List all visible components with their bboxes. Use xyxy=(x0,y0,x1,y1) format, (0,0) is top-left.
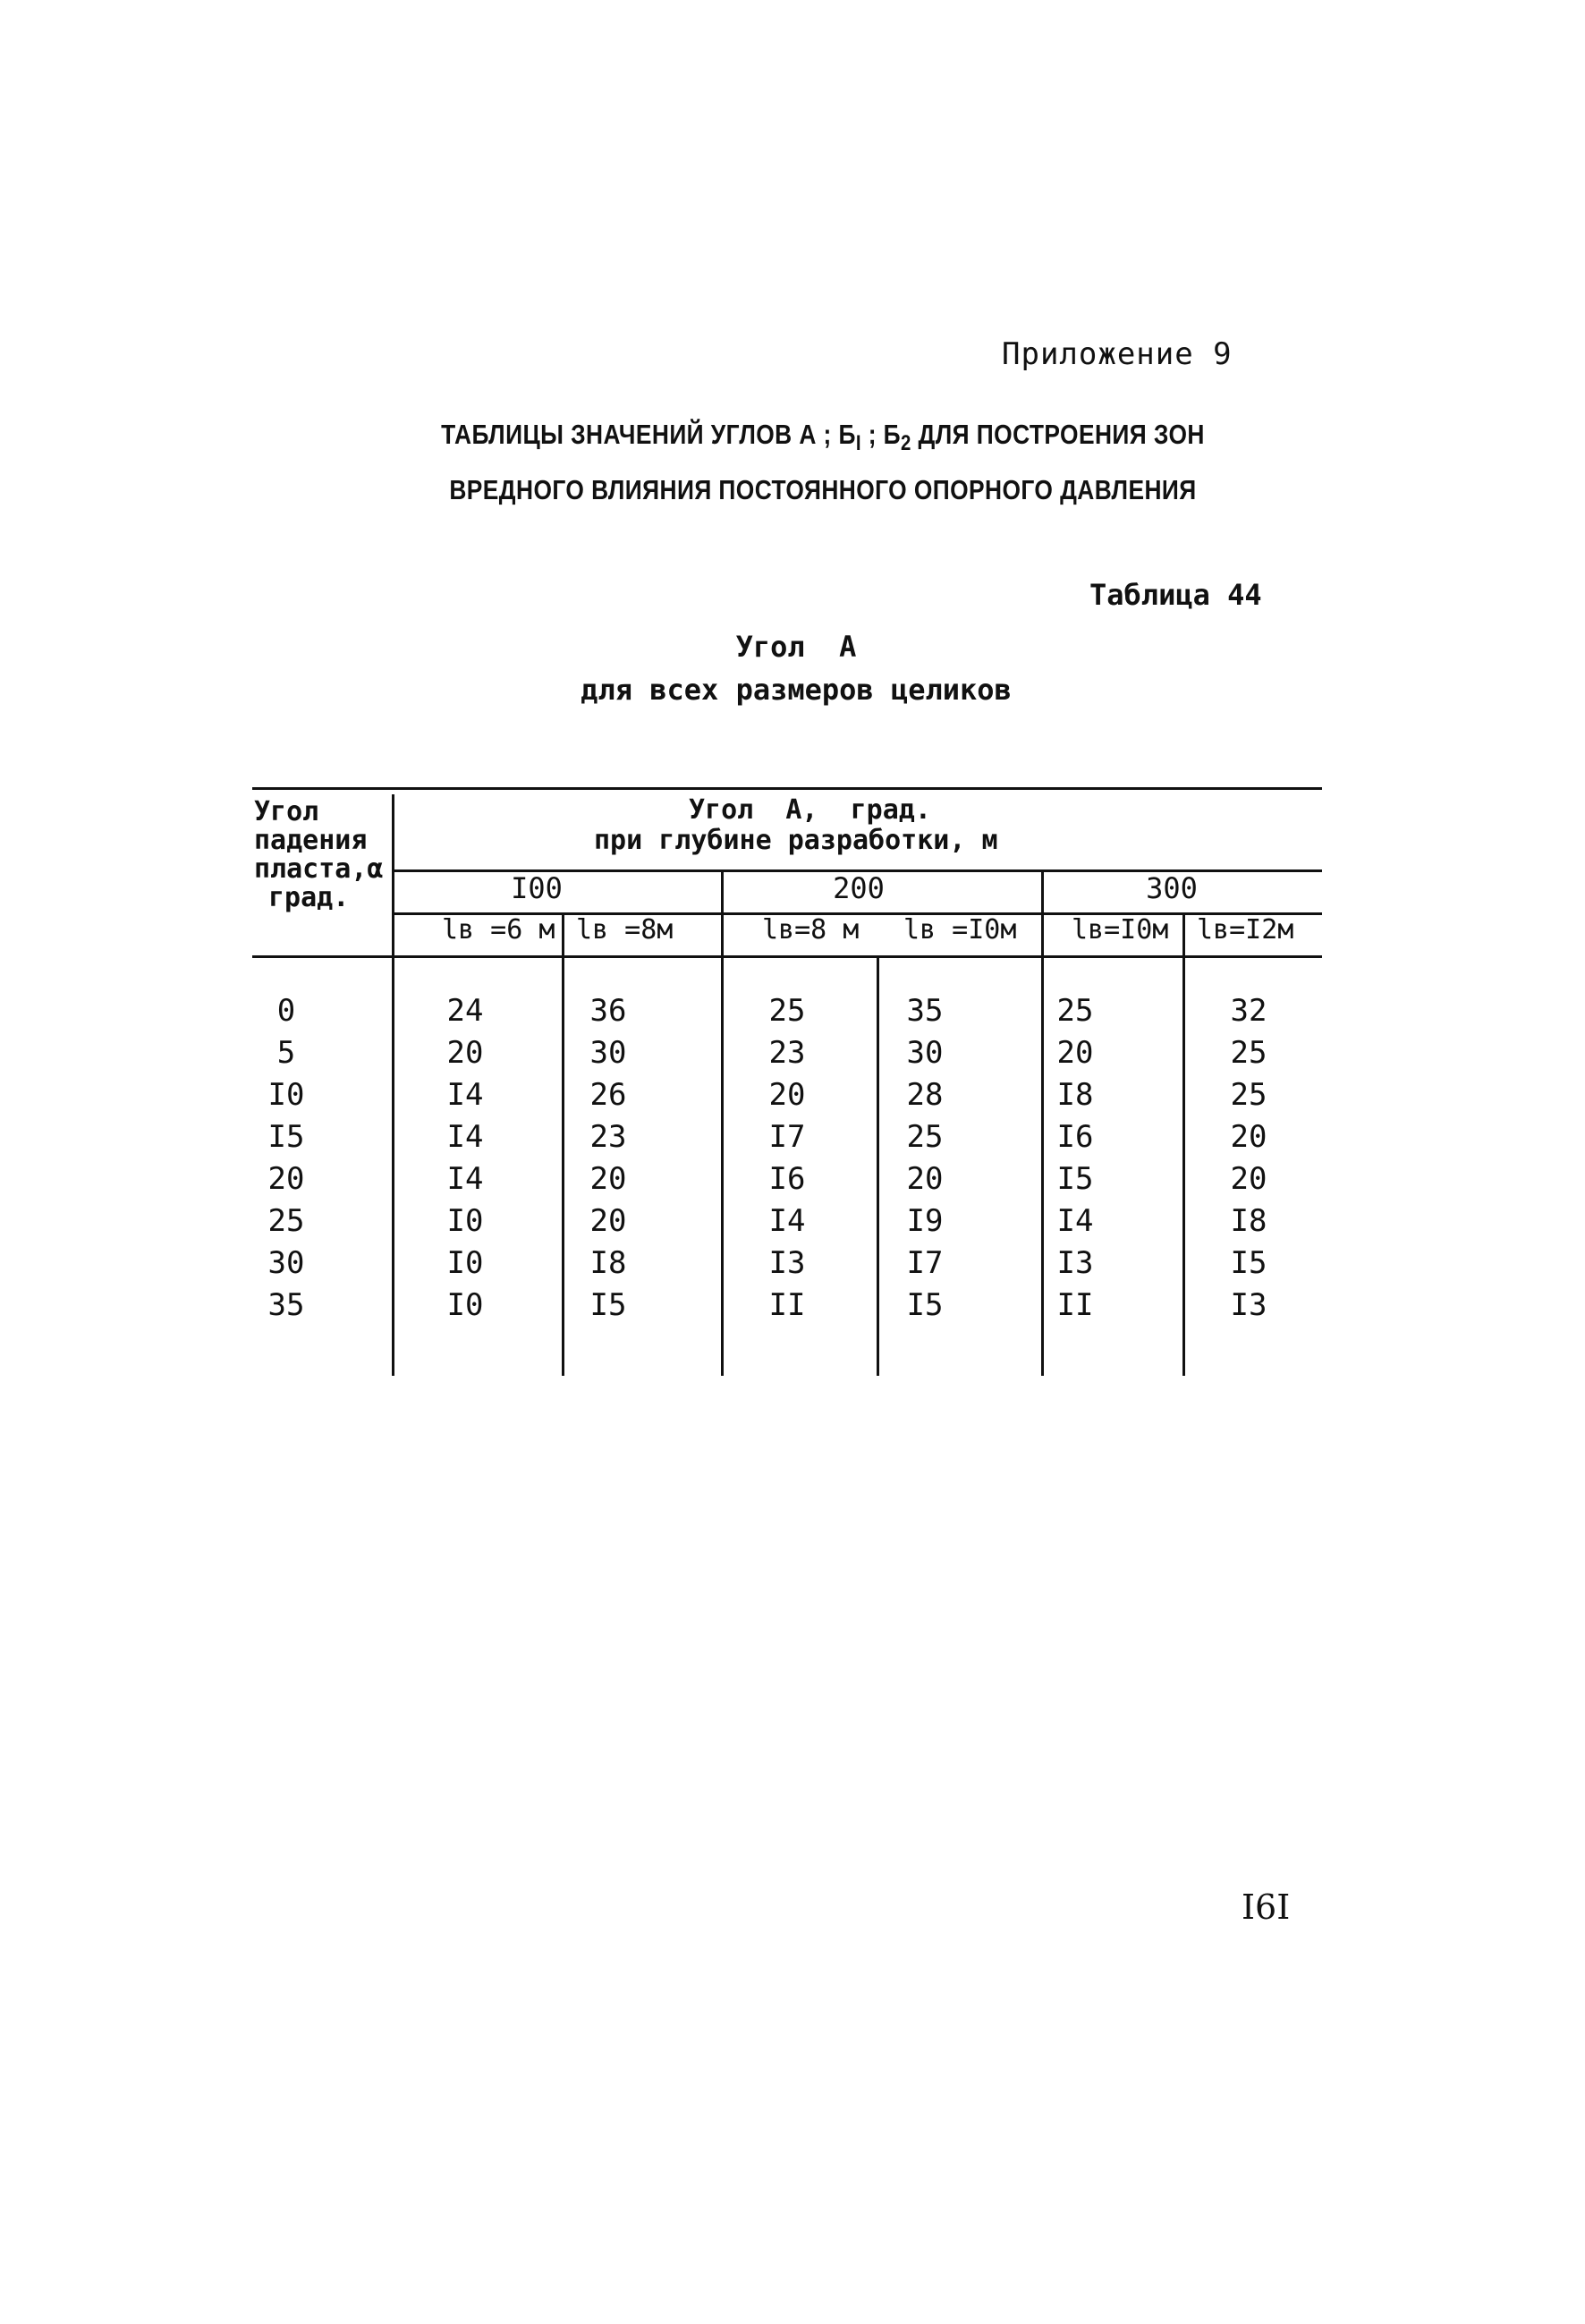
table-cell: I0 xyxy=(446,1245,484,1281)
table-cell: 35 xyxy=(906,993,944,1029)
param-col-1: lв =6 м xyxy=(442,914,555,946)
table-subtitle-2: для всех размеров целиков xyxy=(581,673,1012,707)
table-cell: I8 xyxy=(589,1245,627,1281)
table-cell: I3 xyxy=(1230,1287,1267,1323)
table-cell: I5 xyxy=(589,1287,627,1323)
param-col-2: lв =8м xyxy=(576,914,674,946)
table-cell: 20 xyxy=(589,1203,627,1239)
table-cell: 20 xyxy=(906,1161,944,1197)
first-col-header-2: падения xyxy=(254,825,368,856)
depth-100: I00 xyxy=(511,871,563,905)
table-cell: I6 xyxy=(1056,1119,1094,1155)
first-col-header-4: град. xyxy=(268,882,350,913)
table-cell: 32 xyxy=(1230,993,1267,1029)
first-col-divider xyxy=(392,794,394,1376)
table-cell: I8 xyxy=(1056,1077,1094,1113)
depth-divider-1 xyxy=(721,871,724,1376)
row-angle: 5 xyxy=(276,1035,296,1071)
row-angle: 20 xyxy=(267,1161,305,1197)
table-cell: I6 xyxy=(768,1161,806,1197)
table-cell: I4 xyxy=(768,1203,806,1239)
table-cell: I5 xyxy=(906,1287,944,1323)
depth-300: 300 xyxy=(1146,871,1198,905)
first-col-header-3: пласта,α xyxy=(254,853,384,885)
row-angle: I5 xyxy=(267,1119,305,1155)
table-cell: I3 xyxy=(768,1245,806,1281)
table-cell: I4 xyxy=(446,1119,484,1155)
main-header-line-1: Угол А, град. xyxy=(689,794,931,826)
table-cell: 20 xyxy=(1056,1035,1094,1071)
table-cell: 20 xyxy=(589,1161,627,1197)
table-subtitle-1: Угол А xyxy=(735,630,857,664)
table-cell: I4 xyxy=(1056,1203,1094,1239)
header-bottom-rule xyxy=(252,955,1322,958)
table-cell: 20 xyxy=(1230,1161,1267,1197)
param-col-6: lв=I2м xyxy=(1197,914,1294,946)
table-cell: 24 xyxy=(446,993,484,1029)
table-cell: I9 xyxy=(906,1203,944,1239)
table-cell: II xyxy=(1056,1287,1094,1323)
table-cell: I3 xyxy=(1056,1245,1094,1281)
appendix-label: Приложение 9 xyxy=(1002,336,1233,372)
param-col-5: lв=I0м xyxy=(1072,914,1169,946)
title-line-1: ТАБЛИЦЫ ЗНАЧЕНИЙ УГЛОВ А ; $Б_I$ ; $Б_2$ ДЛЯ ПОСТРОЕНИЯ ЗОН xyxy=(441,419,1205,456)
table-cell: 25 xyxy=(1230,1035,1267,1071)
table-cell: I5 xyxy=(1056,1161,1094,1197)
row-angle: 0 xyxy=(276,993,296,1029)
table-cell: I5 xyxy=(1230,1245,1267,1281)
table-cell: 23 xyxy=(768,1035,806,1071)
row-angle: 35 xyxy=(267,1287,305,1323)
table-top-rule xyxy=(252,787,1322,790)
table-cell: 26 xyxy=(589,1077,627,1113)
table-label: Таблица 44 xyxy=(1089,578,1262,612)
table-cell: 25 xyxy=(1230,1077,1267,1113)
table-cell: 23 xyxy=(589,1119,627,1155)
title-line-2: ВРЕДНОГО ВЛИЯНИЯ ПОСТОЯННОГО ОПОРНОГО ДАВЛЕНИЯ xyxy=(449,474,1197,505)
table-cell: 20 xyxy=(1230,1119,1267,1155)
param-divider-3 xyxy=(1182,914,1185,1376)
table-cell: 25 xyxy=(906,1119,944,1155)
table-cell: 20 xyxy=(768,1077,806,1113)
table-cell: I8 xyxy=(1230,1203,1267,1239)
table-cell: 25 xyxy=(768,993,806,1029)
table-cell: 30 xyxy=(906,1035,944,1071)
table-cell: I0 xyxy=(446,1287,484,1323)
table-cell: I4 xyxy=(446,1077,484,1113)
param-col-3: lв=8 м xyxy=(762,914,860,946)
table-cell: I7 xyxy=(906,1245,944,1281)
row-angle: 30 xyxy=(267,1245,305,1281)
table-cell: 25 xyxy=(1056,993,1094,1029)
table-cell: I7 xyxy=(768,1119,806,1155)
table-cell: 30 xyxy=(589,1035,627,1071)
param-col-4: lв =I0м xyxy=(903,914,1017,946)
row-angle: 25 xyxy=(267,1203,305,1239)
main-header-line-2: при глубине разработки, м xyxy=(594,825,998,856)
table-cell: 28 xyxy=(906,1077,944,1113)
depth-200: 200 xyxy=(833,871,885,905)
table-cell: 36 xyxy=(589,993,627,1029)
table-cell: II xyxy=(768,1287,806,1323)
table-cell: 20 xyxy=(446,1035,484,1071)
table-cell: I4 xyxy=(446,1161,484,1197)
first-col-header-1: Угол xyxy=(254,796,319,827)
table-cell: I0 xyxy=(446,1203,484,1239)
page-number: I6I xyxy=(1242,1887,1291,1927)
row-angle: I0 xyxy=(267,1077,305,1113)
